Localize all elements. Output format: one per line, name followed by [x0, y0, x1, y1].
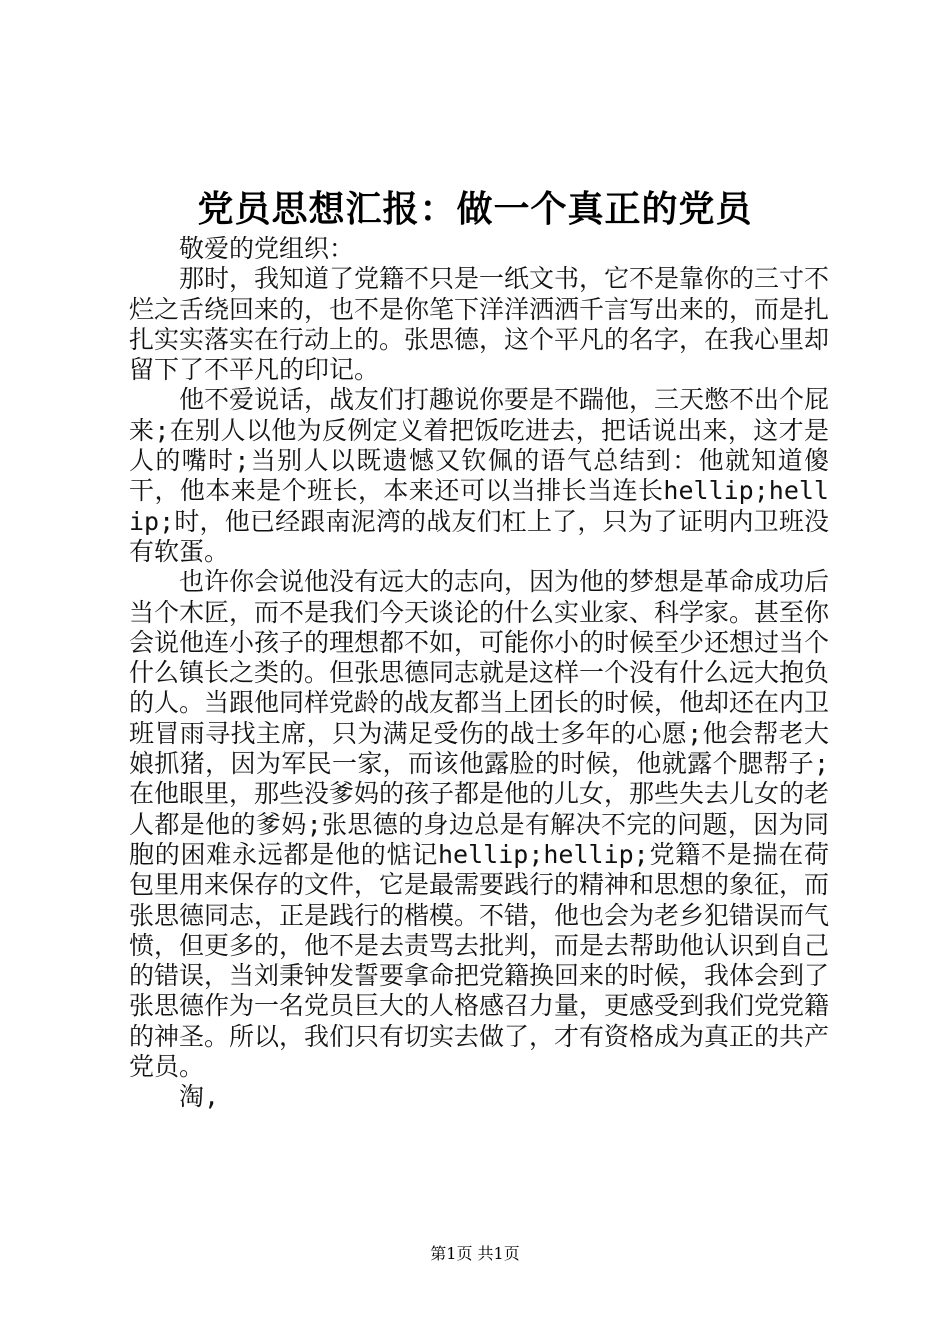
salutation: 敬爱的党组织：: [179, 234, 355, 263]
paragraph-1: 那时，我知道了党籍不只是一纸文书，它不是靠你的三寸不烂之舌绕回来的，也不是你笔下洋洋洒洒千言写出来的，而是扎扎实实落实在行动上的。张思德，这个平凡的名字，在我心里却留下了不平凡的印记。: [129, 264, 830, 385]
paragraph-2: 他不爱说话，战友们打趣说你要是不踹他，三天憋不出个屁来;在别人以他为反例定义着把饭吃进去，把话说出来，这才是人的嘴时;当别人以既遗憾又钦佩的语气总结到：他就知道傻干，他本来是个班长，本来还可以当排长当连长hellip;hellip;时，他已经跟南泥湾的战友们杠上了，只为了证明内卫班没有软蛋。: [129, 385, 830, 566]
document-body: [129, 234, 829, 1113]
paragraph-4: 淘,: [179, 1082, 220, 1112]
document-title: 党员思想汇报：做一个真正的党员: [197, 188, 753, 230]
page-number: 第1页 共1页: [430, 1244, 520, 1263]
paragraph-3: 也许你会说他没有远大的志向，因为他的梦想是革命成功后当个木匠，而不是我们今天谈论的什么实业家、科学家。甚至你会说他连小孩子的理想都不如，可能你小的时候至少还想过当个什么镇长之类的。但张思德同志就是这样一个没有什么远大抱负的人。当跟他同样党龄的战友都当上团长的时候，他却还在内卫班冒雨寻找主席，只为满足受伤的战士多年的心愿;他会帮老大娘抓猪，因为军民一家，而该他露脸的时候，他就露个腮帮子;在他眼里，那些没爹妈的孩子都是他的儿女，那些失去儿女的老人都是他的爹妈;张思德的身边总是有解决不完的问题，因为同胞的困难永远都是他的惦记hellip;hellip;党籍不是揣在荷包里用来保存的文件，它是最需要践行的精神和思想的象征，而张思德同志，正是践行的楷模。不错，他也会为老乡犯错误而气愤，但更多的，他不是去责骂去批判，而是去帮助他认识到自己的错误，当刘秉钟发誓要拿命把党籍换回来的时候，我体会到了张思德作为一名党员巨大的人格感召力量，更感受到我们党党籍的神圣。所以，我们只有切实去做了，才有资格成为真正的共产党员。: [129, 567, 830, 1082]
